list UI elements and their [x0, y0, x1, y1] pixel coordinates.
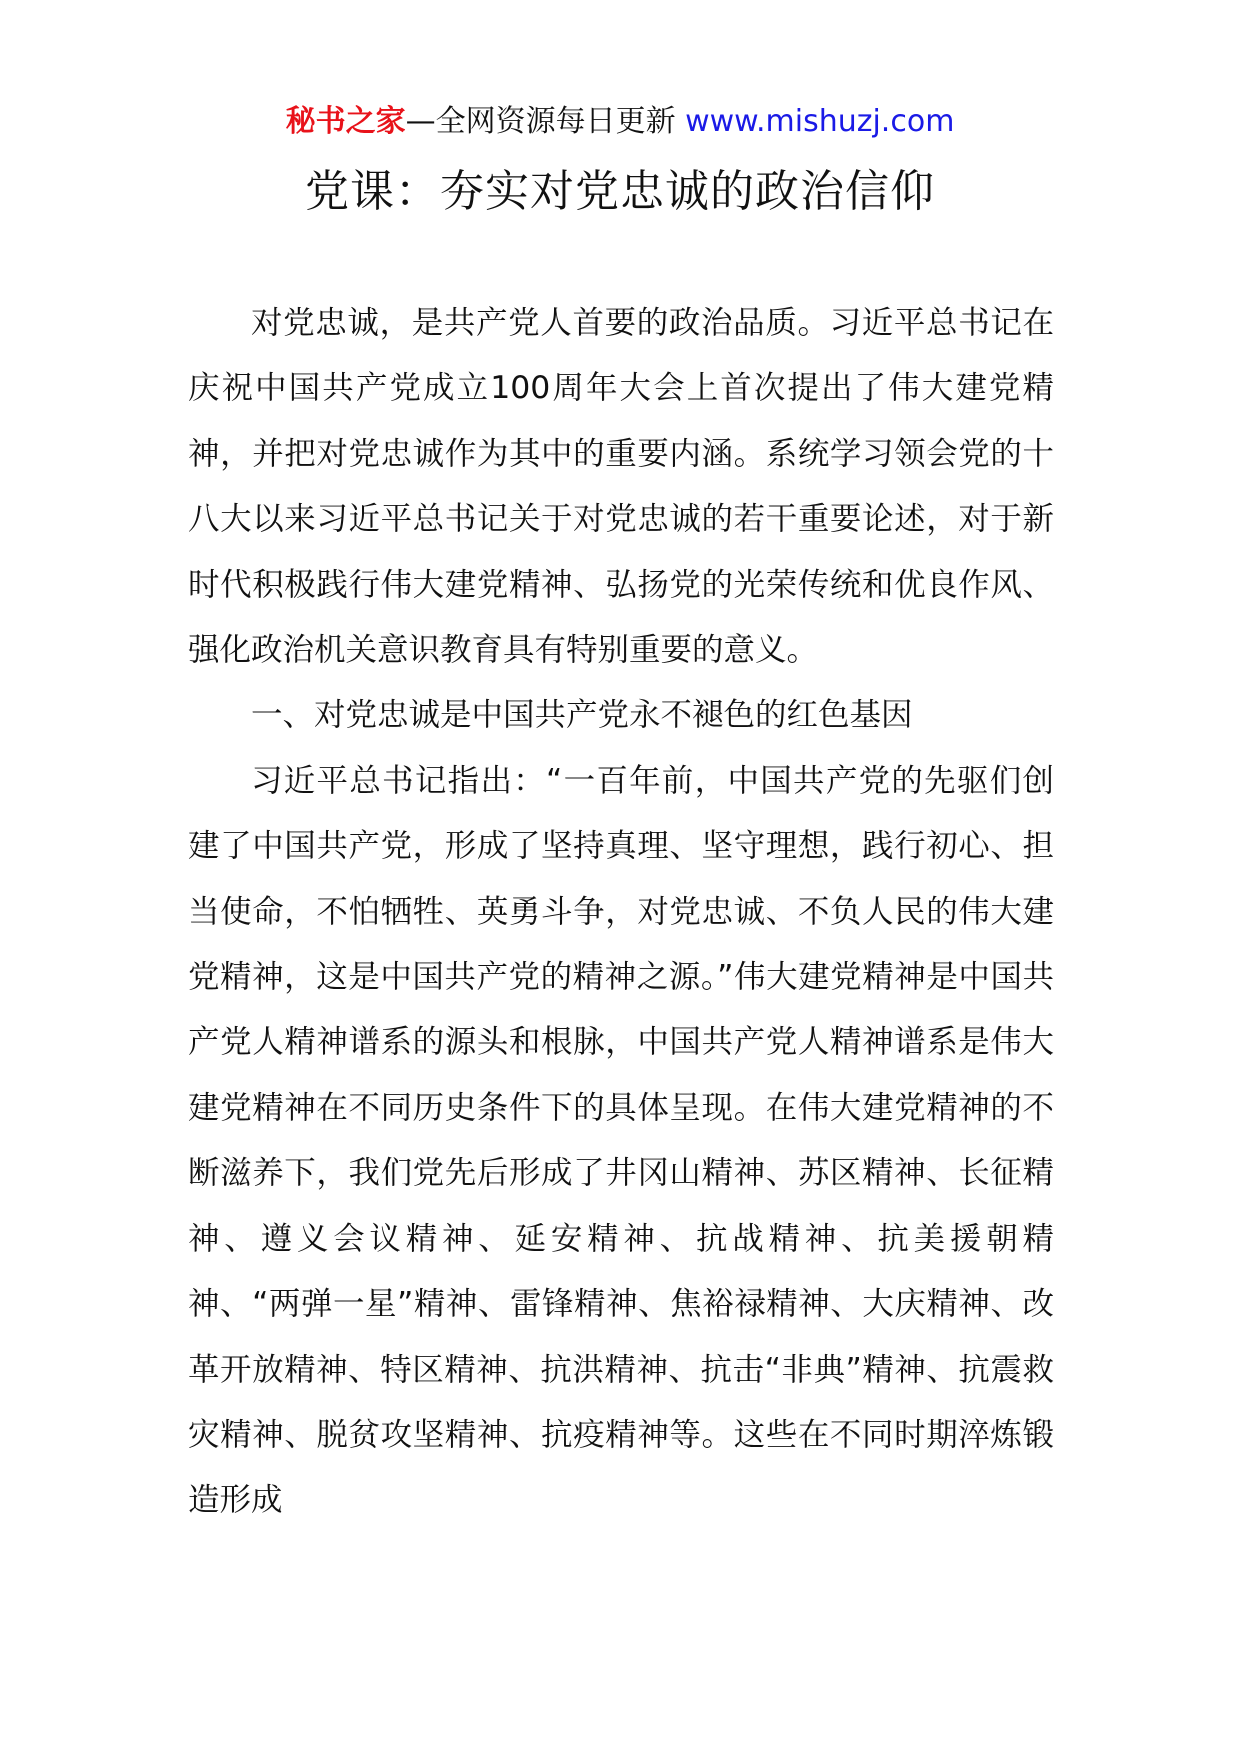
site-banner [0, 100, 1240, 144]
document-title: 党课：夯实对党忠诚的政治信仰 [305, 166, 935, 217]
paragraph-intro: 对党忠诚，是共产党人首要的政治品质。习近平总书记在庆祝中国共产党成立100周年大会上首次提出了伟大建党精神，并把对党忠诚作为其中的重要内涵。系统学习领会党的十八大以来习近平总书记关于对党忠诚的若干重要论述，对于新时代积极践行伟大建党精神、弘扬党的光荣传统和优良作风、强化政治机关意识教育具有特别重要的意义。 [188, 305, 1054, 669]
document-body [188, 291, 1054, 1534]
banner-slogan: —全网资源每日更新 [405, 104, 676, 139]
section-heading: 一、对党忠诚是中国共产党永不褪色的红色基因 [251, 697, 913, 734]
brand-name: 秘书之家 [285, 104, 406, 139]
site-link[interactable]: www.mishuzj.com [675, 104, 955, 139]
paragraph-body: 习近平总书记指出：“一百年前，中国共产党的先驱们创建了中国共产党，形成了坚持真理、坚守理想，践行初心、担当使命，不怕牺牲、英勇斗争，对党忠诚、不负人民的伟大建党精神，这是中国共产党的精神之源。”伟大建党精神是中国共产党人精神谱系的源头和根脉，中国共产党人精神谱系是伟大建党精神在不同历史条件下的具体呈现。在伟大建党精神的不断滋养下，我们党先后形成了井冈山精神、苏区精神、长征精神、遵义会议精神、延安精神、抗战精神、抗美援朝精神、“两弹一星”精神、雷锋精神、焦裕禄精神、大庆精神、改革开放精神、特区精神、抗洪精神、抗击“非典”精神、抗震救灾精神、脱贫攻坚精神、抗疫精神等。这些在不同时期淬炼锻造形成 [188, 762, 1054, 1519]
